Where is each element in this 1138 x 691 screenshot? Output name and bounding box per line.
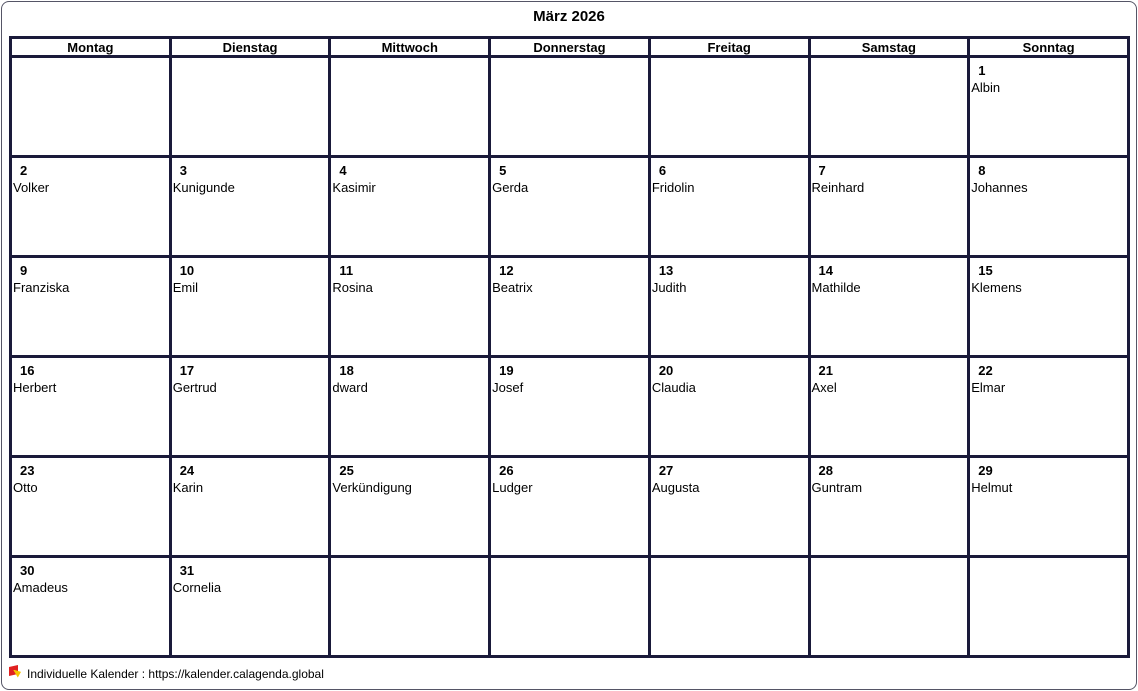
week-row	[11, 557, 1129, 657]
weekday-header: Donnerstag	[490, 38, 650, 57]
day-number: 10	[179, 263, 195, 278]
day-number: 4	[339, 163, 347, 178]
day-cell	[809, 157, 969, 257]
day-cell	[969, 157, 1129, 257]
day-cell	[649, 457, 809, 557]
day-number: 30	[20, 563, 35, 578]
empty-day-cell	[330, 57, 490, 157]
name-day: Kasimir	[332, 180, 376, 195]
day-number: 18	[339, 363, 354, 378]
day-number: 15	[978, 263, 993, 278]
day-cell	[170, 457, 330, 557]
name-day: Cornelia	[172, 580, 222, 595]
day-number: 29	[978, 463, 993, 478]
empty-day-cell	[969, 557, 1129, 657]
day-number: 23	[20, 463, 35, 478]
calendar-title: März 2026	[533, 8, 605, 25]
day-cell	[11, 457, 171, 557]
day-number: 26	[499, 463, 514, 478]
name-day: Kunigunde	[172, 180, 235, 195]
day-cell	[330, 457, 490, 557]
empty-day-cell	[809, 557, 969, 657]
weekday-header: Montag	[11, 38, 171, 57]
day-cell	[490, 457, 650, 557]
name-day: Fridolin	[651, 180, 695, 195]
footer-text: Individuelle Kalender : https://kalender.calagenda.global	[27, 667, 324, 681]
footer	[9, 667, 324, 681]
day-cell	[649, 157, 809, 257]
empty-day-cell	[649, 557, 809, 657]
name-day: Otto	[13, 480, 38, 495]
day-cell	[170, 557, 330, 657]
day-number: 24	[179, 463, 195, 478]
day-number: 20	[658, 363, 674, 378]
day-cell	[649, 257, 809, 357]
week-row	[11, 257, 1129, 357]
day-number: 13	[658, 263, 674, 278]
day-cell	[490, 357, 650, 457]
name-day: Franziska	[13, 280, 70, 295]
name-day: Mathilde	[811, 280, 861, 295]
day-cell	[969, 457, 1129, 557]
weekday-header-row	[11, 38, 1129, 57]
day-cell	[969, 357, 1129, 457]
day-cell	[170, 257, 330, 357]
name-day: Verkündigung	[332, 480, 412, 495]
day-number: 16	[20, 363, 35, 378]
name-day: Gertrud	[172, 380, 217, 395]
week-row	[11, 157, 1129, 257]
name-day: Beatrix	[492, 280, 533, 295]
name-day: Augusta	[651, 480, 700, 495]
weekday-header: Freitag	[649, 38, 809, 57]
day-cell	[809, 457, 969, 557]
empty-day-cell	[490, 57, 650, 157]
day-number: 5	[499, 163, 507, 178]
name-day: Amadeus	[13, 580, 68, 595]
day-cell	[649, 357, 809, 457]
empty-day-cell	[330, 557, 490, 657]
day-cell	[11, 157, 171, 257]
name-day: Judith	[651, 280, 687, 295]
empty-day-cell	[649, 57, 809, 157]
day-cell	[170, 157, 330, 257]
weekday-header: Sonntag	[969, 38, 1129, 57]
calagenda-logo-icon	[9, 666, 22, 679]
name-day: Josef	[492, 380, 524, 395]
name-day: Karin	[172, 480, 204, 495]
day-number: 28	[818, 463, 833, 478]
day-cell	[11, 357, 171, 457]
day-number: 6	[658, 163, 667, 178]
day-cell	[490, 157, 650, 257]
day-number: 12	[499, 263, 514, 278]
day-cell	[11, 557, 171, 657]
day-number: 21	[818, 363, 833, 378]
week-row	[11, 457, 1129, 557]
empty-day-cell	[11, 57, 171, 157]
day-number: 11	[339, 263, 354, 278]
day-cell	[330, 257, 490, 357]
name-day: Helmut	[971, 480, 1013, 495]
day-cell	[809, 257, 969, 357]
empty-day-cell	[490, 557, 650, 657]
name-day: Gerda	[492, 180, 529, 195]
empty-day-cell	[809, 57, 969, 157]
day-cell	[490, 257, 650, 357]
week-row	[11, 357, 1129, 457]
name-day: Herbert	[13, 380, 57, 395]
day-number: 3	[179, 163, 187, 178]
name-day: Reinhard	[811, 180, 865, 195]
day-cell	[330, 357, 490, 457]
name-day: Emil	[172, 280, 198, 295]
day-number: 31	[179, 563, 195, 578]
name-day: Klemens	[971, 280, 1022, 295]
name-day: Rosina	[332, 280, 373, 295]
name-day: Albin	[971, 80, 1001, 95]
name-day: Elmar	[971, 380, 1006, 395]
day-number: 19	[499, 363, 514, 378]
day-number: 7	[818, 163, 826, 178]
name-day: Guntram	[811, 480, 863, 495]
weekday-header: Mittwoch	[330, 38, 490, 57]
empty-day-cell	[170, 57, 330, 157]
day-number: 8	[978, 163, 986, 178]
day-cell	[11, 257, 171, 357]
day-number: 14	[818, 263, 833, 278]
name-day: Volker	[13, 180, 50, 195]
day-number: 9	[20, 263, 28, 278]
day-number: 22	[978, 363, 993, 378]
week-row	[11, 57, 1129, 157]
weekday-header: Samstag	[809, 38, 969, 57]
name-day: dward	[332, 380, 368, 395]
calendar-grid	[9, 36, 1130, 658]
day-number: 17	[179, 363, 195, 378]
day-cell	[809, 357, 969, 457]
day-cell	[969, 57, 1129, 157]
day-number: 25	[339, 463, 354, 478]
day-number: 27	[658, 463, 674, 478]
name-day: Claudia	[651, 380, 696, 395]
name-day: Johannes	[971, 180, 1028, 195]
day-number: 2	[20, 163, 28, 178]
day-cell	[969, 257, 1129, 357]
day-number: 1	[978, 63, 986, 78]
weekday-header: Dienstag	[170, 38, 330, 57]
name-day: Axel	[811, 380, 837, 395]
day-cell	[330, 157, 490, 257]
name-day: Ludger	[492, 480, 533, 495]
day-cell	[170, 357, 330, 457]
